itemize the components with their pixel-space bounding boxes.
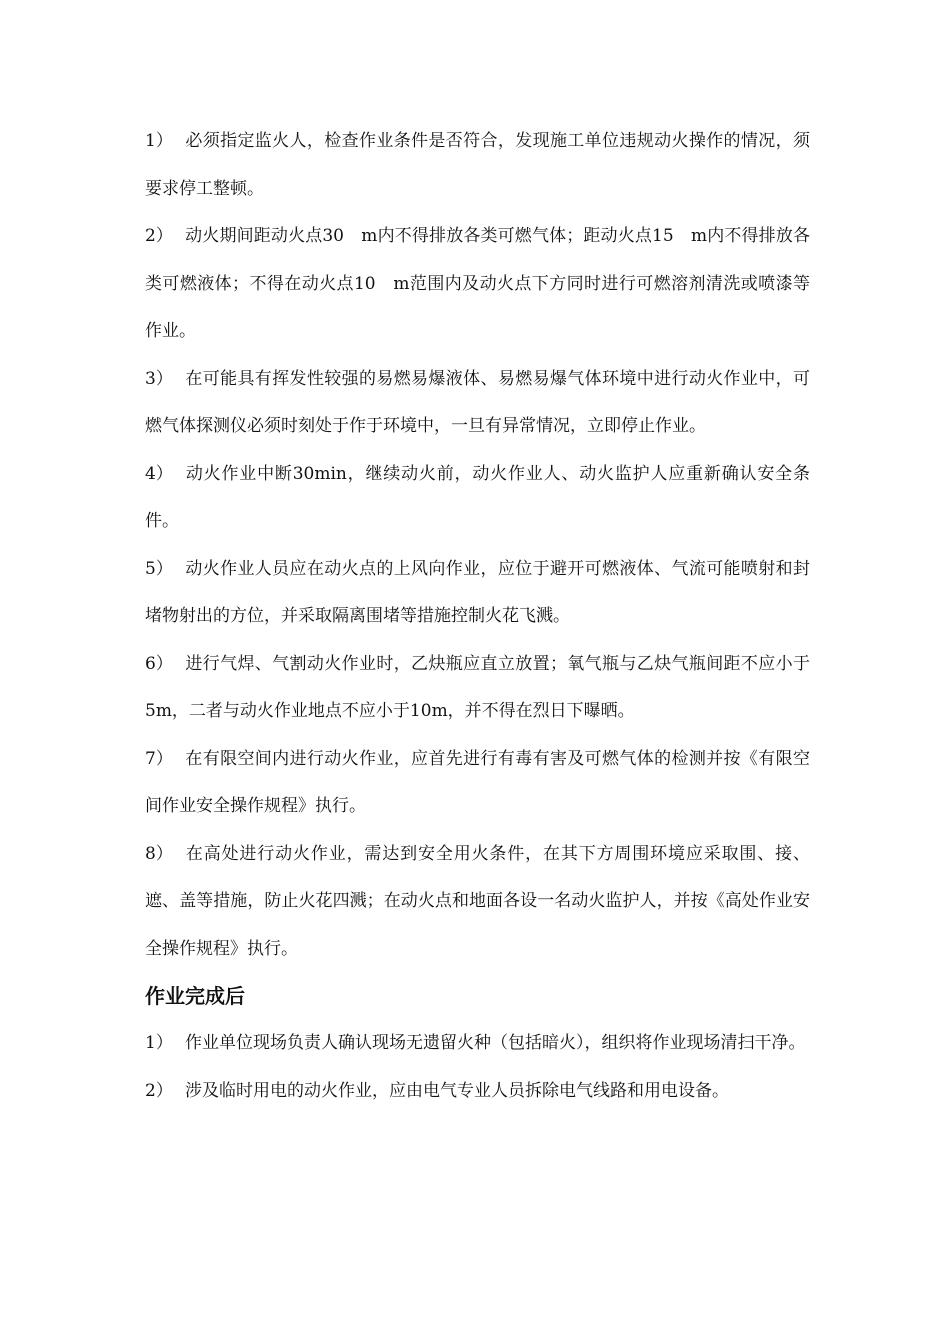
list-item <box>145 451 810 546</box>
item-number: 3） <box>145 368 173 389</box>
list-item <box>145 1068 810 1116</box>
list-item <box>145 1020 810 1068</box>
section-heading: 作业完成后 <box>145 984 245 1008</box>
item-text: 在高处进行动火作业，需达到安全用火条件，在其下方周围环境应采取围、接、遮、盖等措施，防止火花四溅；在动火点和地面各设一名动火监护人，并按《高处作业安全操作规程》执行。 <box>145 843 810 959</box>
item-text: 动火作业人员应在动火点的上风向作业，应位于避开可燃液体、气流可能喷射和封堵物射出的方位，并采取隔离围堵等措施控制火花飞溅。 <box>145 558 810 626</box>
item-number: 2） <box>145 226 173 246</box>
item-text: 作业单位现场负责人确认现场无遗留火种（包括暗火），组织将作业现场清扫干净。 <box>185 1033 806 1053</box>
item-text: 在可能具有挥发性较强的易燃易爆液体、易燃易爆气体环境中进行动火作业中，可燃气体探测仪必须时刻处于作于环境中，一旦有异常情况，立即停止作业。 <box>145 368 810 436</box>
document-page <box>145 118 810 1115</box>
item-number: 5） <box>145 558 173 579</box>
list-item <box>145 356 810 451</box>
item-text: 必须指定监火人，检查作业条件是否符合，发现施工单位违规动火操作的情况，须要求停工整顿。 <box>145 131 810 199</box>
item-text: 动火作业中断30min，继续动火前，动火作业人、动火监护人应重新确认安全条件。 <box>145 463 810 531</box>
item-text: 动火期间距动火点30 m内不得排放各类可燃气体；距动火点15 m内不得排放各类可燃液体；不得在动火点10 m范围内及动火点下方同时进行可燃溶剂清洗或喷漆等作业。 <box>145 226 810 341</box>
list-item <box>145 213 810 356</box>
item-number: 4） <box>145 463 173 484</box>
item-number: 1） <box>145 1033 173 1053</box>
item-number: 2） <box>145 1080 173 1101</box>
item-text: 在有限空间内进行动火作业，应首先进行有毒有害及可燃气体的检测并按《有限空间作业安全操作规程》执行。 <box>145 748 810 816</box>
item-number: 7） <box>145 748 173 769</box>
list-item <box>145 546 810 641</box>
item-number: 1） <box>145 131 173 151</box>
list-item <box>145 641 810 736</box>
list-item <box>145 831 810 974</box>
item-number: 6） <box>145 653 173 674</box>
item-text: 进行气焊、气割动火作业时，乙炔瓶应直立放置；氧气瓶与乙炔气瓶间距不应小于5m，二者与动火作业地点不应小于10m，并不得在烈日下曝晒。 <box>145 653 810 721</box>
list-item <box>145 118 810 213</box>
list-item <box>145 736 810 831</box>
item-text: 涉及临时用电的动火作业，应由电气专业人员拆除电气线路和用电设备。 <box>185 1080 729 1101</box>
item-number: 8） <box>145 843 173 864</box>
